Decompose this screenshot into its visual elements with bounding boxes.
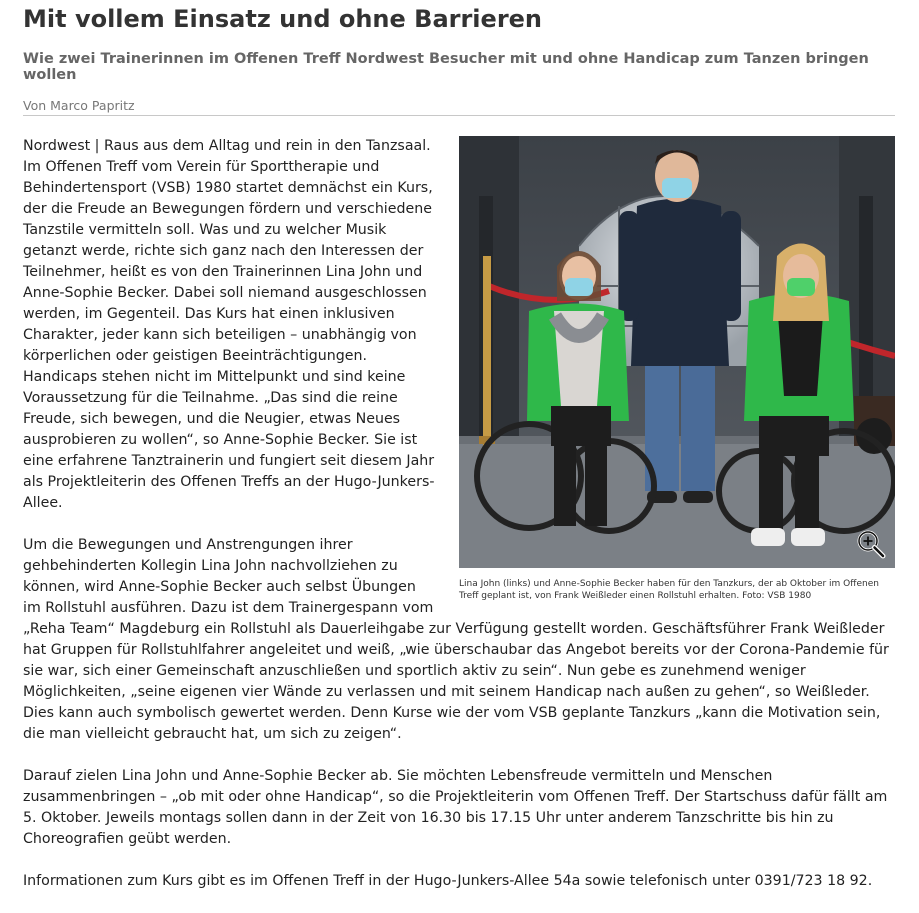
article-paragraph: Um die Bewegungen und Anstrengungen ihrer gehbehinderten Kollegin Lina John nachvollziehen zu können, wird Anne-Sophie Becker auch selbst Übungen im Rollstuhl ausführen. Dazu ist dem Trainergespann vom „Reha Team“ Magdeburg ein Rollstuhl als Dauerleihgabe zur Verfügung gestellt worden. Geschäftsführer Frank Weißleder hat Gruppen für Rollstuhlfahrer angeleitet und weiß, „wie überschaubar das Angebot bereits vor der Corona-Pandemie für sie war, sich einer Gemeinschaft anzuschließen und sportlich aktiv zu sein“. Nun gebe es zunehmend weniger Möglichkeiten, „seine eigenen vier Wände zu verlassen und mit seinem Handicap nach außen zu gehen“, so Weißleder. Dies kann auch symbolisch gewertet werden. Denn Kurse wie der vom VSB geplante Tanzkurs „kann die Motivation sein, die man vielleicht gebraucht hat, um sich zu zeigen“.: [23, 537, 889, 742]
article-figure: [459, 136, 895, 602]
zoom-button[interactable]: [856, 529, 886, 559]
article-subheadline: Wie zwei Trainerinnen im Offenen Treff Nordwest Besucher mit und ohne Handicap zum Tanzen bringen wollen: [23, 51, 869, 83]
article-paragraph: Darauf zielen Lina John und Anne-Sophie Becker ab. Sie möchten Lebensfreude vermitteln und Menschen zusammenbringen – „ob mit oder ohne Handicap“, so die Projektleiterin vom Offenen Treff. Der Startschuss dafür fällt am 5. Oktober. Jeweils montags sollen dann in der Zeit von 16.30 bis 17.15 Uhr unter anderem Tanzschritte bis hin zu Choreografien geübt werden.: [23, 768, 888, 847]
magnifier-plus-icon: [856, 529, 886, 559]
article-paragraph: Informationen zum Kurs gibt es im Offenen Treff in der Hugo-Junkers-Allee 54a sowie telefonisch unter 0391/723 18 92.: [23, 873, 873, 889]
article-byline: Von Marco Papritz: [23, 98, 895, 116]
photo-illustration: [459, 136, 895, 568]
photo-caption: Lina John (links) und Anne-Sophie Becker haben für den Tanzkurs, der ab Oktober im Offenen Treff geplant ist, von Frank Weißleder einen Rollstuhl erhalten. Foto: VSB 1980: [459, 579, 879, 601]
article-photo[interactable]: [459, 136, 895, 568]
article-headline: Mit vollem Einsatz und ohne Barrieren: [23, 5, 543, 33]
article-body: [23, 136, 895, 913]
article-paragraph: Nordwest | Raus aus dem Alltag und rein in den Tanzsaal. Im Offenen Treff vom Verein für Sporttherapie und Behindertensport (VSB) 1980 startet demnächst ein Kurs, der die Freude an Bewegungen fördern und verschiedene Tanzstile vermitteln soll. Was und zu welcher Musik getanzt werde, richte sich ganz nach den Interessen der Teilnehmer, heißt es von den Trainerinnen Lina John und Anne-Sophie Becker. Dabei soll niemand ausgeschlossen werden, im Gegenteil. Das Kurs hat einen inklusiven Charakter, jeder kann sich beteiligen – unabhängig von körperlichen oder geistigen Beeinträchtigungen. Handicaps stehen nicht im Mittelpunkt und sind keine Voraussetzung für die Teilnahme. „Das sind die reine Freude, sich bewegen, und die Neugier, etwas Neues ausprobieren zu wollen“, so Anne-Sophie Becker. Sie ist eine erfahrene Tanztrainerin und fungiert seit diesem Jahr als Projektleiterin des Offenen Treffs an der Hugo-Junkers-Allee.: [23, 138, 435, 511]
